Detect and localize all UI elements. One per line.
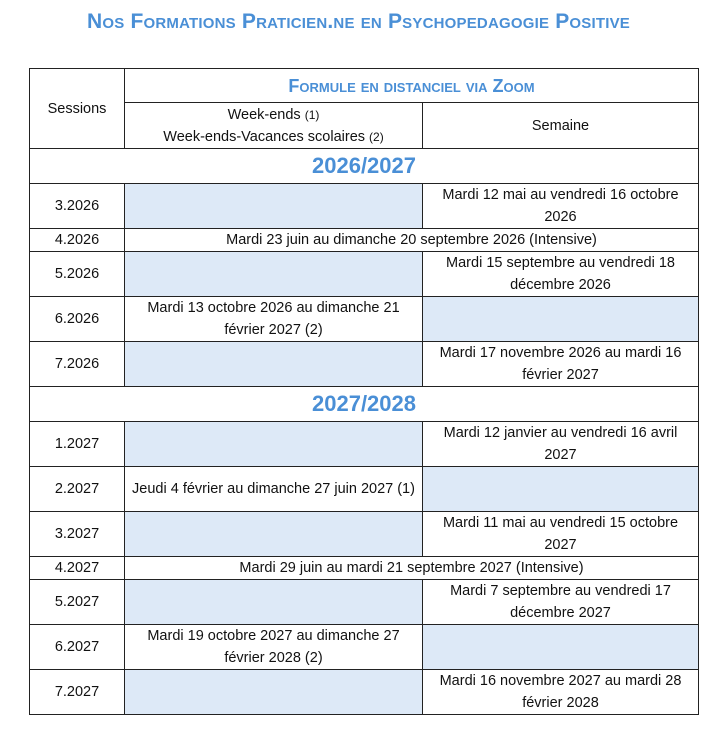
semaine-header: Semaine — [423, 103, 699, 149]
session-cell: 3.2026 — [30, 184, 125, 229]
table-row — [30, 625, 699, 670]
weekend-cell — [125, 512, 423, 557]
weekend-cell: Mardi 19 octobre 2027 au dimanche 27 février 2028 (2) — [125, 625, 423, 670]
table-row — [30, 184, 699, 229]
weekend-cell — [125, 580, 423, 625]
session-cell: 6.2026 — [30, 297, 125, 342]
semaine-cell — [423, 467, 699, 512]
weekend-cell — [125, 342, 423, 387]
table-row — [30, 229, 699, 252]
semaine-cell: Mardi 17 novembre 2026 au mardi 16 février 2027 — [423, 342, 699, 387]
page-title: Nos Formations Praticien.ne en Psychopedagogie Positive — [86, 10, 630, 33]
semaine-cell: Mardi 15 septembre au vendredi 18 décembre 2026 — [423, 252, 699, 297]
weekend-cell — [125, 422, 423, 467]
semaine-cell: Mardi 16 novembre 2027 au mardi 28 février 2028 — [423, 670, 699, 715]
semaine-cell: Mardi 12 mai au vendredi 16 octobre 2026 — [423, 184, 699, 229]
table-row — [30, 557, 699, 580]
weekends-header — [125, 103, 423, 149]
session-cell: 2.2027 — [30, 467, 125, 512]
weekends-note2: (2) — [369, 129, 384, 144]
table-row — [30, 670, 699, 715]
intensive-cell: Mardi 23 juin au dimanche 20 septembre 2026 (Intensive) — [125, 229, 699, 252]
formule-header: Formule en distanciel via Zoom — [125, 69, 699, 103]
weekends-line1: Week-ends — [227, 106, 301, 123]
table-row — [30, 467, 699, 512]
session-cell: 7.2026 — [30, 342, 125, 387]
session-cell: 1.2027 — [30, 422, 125, 467]
session-cell: 7.2027 — [30, 670, 125, 715]
semaine-cell: Mardi 12 janvier au vendredi 16 avril 2027 — [423, 422, 699, 467]
year-heading: 2026/2027 — [30, 149, 699, 184]
session-cell: 6.2027 — [30, 625, 125, 670]
table-row — [30, 512, 699, 557]
weekend-cell — [125, 670, 423, 715]
table-row — [30, 422, 699, 467]
session-cell: 4.2026 — [30, 229, 125, 252]
session-cell: 5.2027 — [30, 580, 125, 625]
table-row — [30, 252, 699, 297]
weekend-cell — [125, 252, 423, 297]
weekend-cell — [125, 184, 423, 229]
session-cell: 5.2026 — [30, 252, 125, 297]
weekend-cell: Jeudi 4 février au dimanche 27 juin 2027 (1) — [125, 467, 423, 512]
sessions-header: Sessions — [30, 69, 125, 149]
schedule-table — [29, 68, 699, 715]
table-row — [30, 342, 699, 387]
semaine-cell: Mardi 7 septembre au vendredi 17 décembre 2027 — [423, 580, 699, 625]
semaine-cell — [423, 625, 699, 670]
semaine-cell — [423, 297, 699, 342]
year-heading: 2027/2028 — [30, 387, 699, 422]
session-cell: 4.2027 — [30, 557, 125, 580]
weekends-line2: Week-ends-Vacances scolaires — [163, 128, 366, 145]
semaine-cell: Mardi 11 mai au vendredi 15 octobre 2027 — [423, 512, 699, 557]
intensive-cell: Mardi 29 juin au mardi 21 septembre 2027 (Intensive) — [125, 557, 699, 580]
weekend-cell: Mardi 13 octobre 2026 au dimanche 21 février 2027 (2) — [125, 297, 423, 342]
weekends-note1: (1) — [304, 107, 320, 122]
table-row — [30, 297, 699, 342]
session-cell: 3.2027 — [30, 512, 125, 557]
table-row — [30, 580, 699, 625]
